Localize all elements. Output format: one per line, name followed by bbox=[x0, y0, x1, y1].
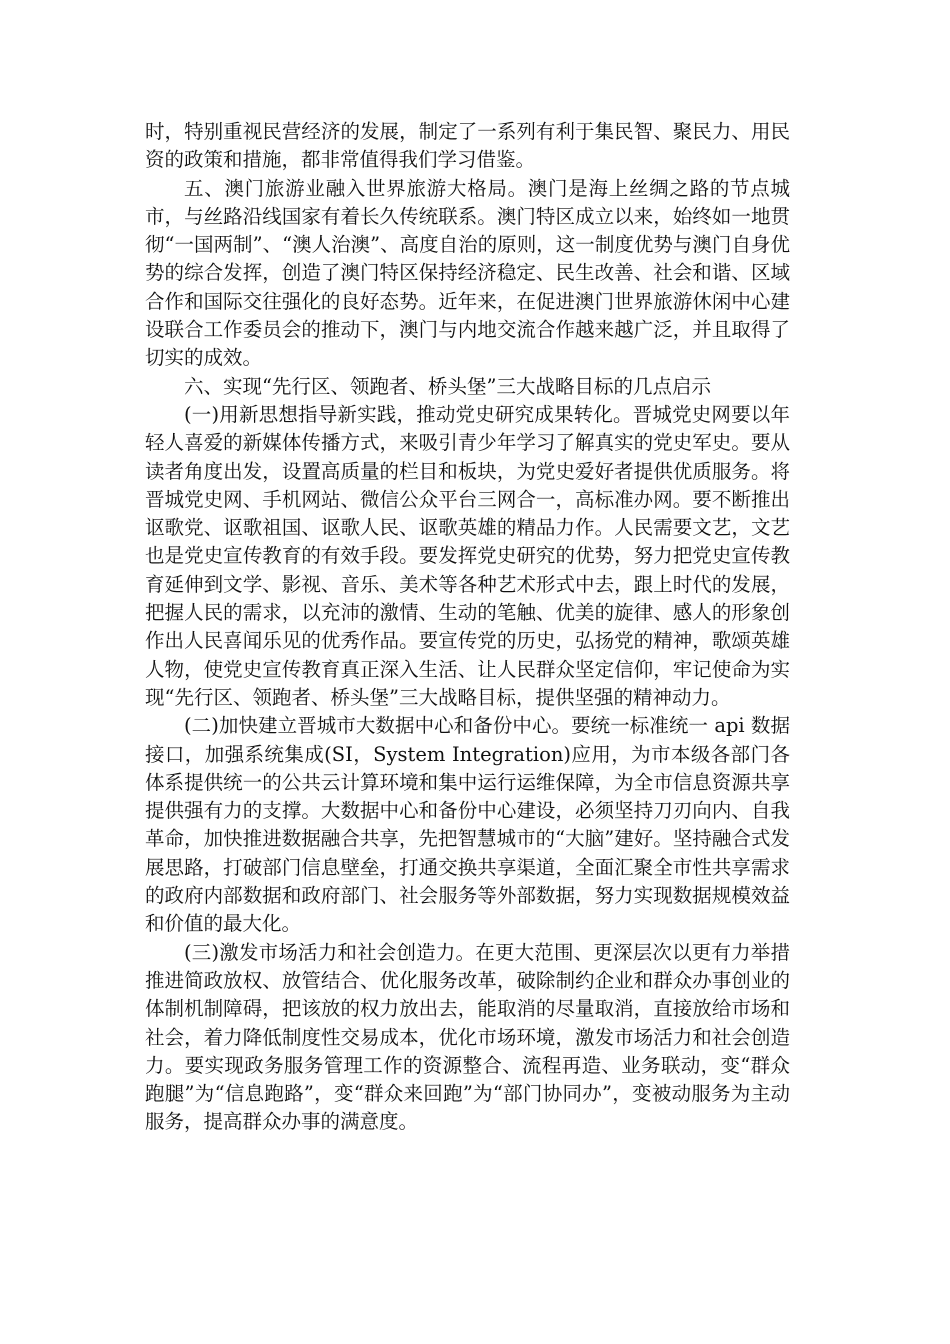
document-page bbox=[145, 118, 790, 1137]
paragraph-market-vitality: (三)激发市场活力和社会创造力。在更大范围、更深层次以更有力举措推进简政放权、放管结合、优化服务改革，破除制约企业和群众办事创业的体制机制障碍，把该放的权力放出去，能取消的尽量取消，直接放给市场和社会，着力降低制度性交易成本，优化市场环境，激发市场活力和社会创造力。要实现政务服务管理工作的资源整合、流程再造、业务联动，变“群众跑腿”为“信息跑路”，变“群众来回跑”为“部门协同办”，变被动服务为主动服务，提高群众办事的满意度。 bbox=[145, 940, 790, 1134]
section-heading-six: 六、实现“先行区、领跑者、桥头堡”三大战略目标的几点启示 bbox=[184, 374, 711, 398]
paragraph-party-history: (一)用新思想指导新实践，推动党史研究成果转化。晋城党史网要以年轻人喜爱的新媒体传播方式，来吸引青少年学习了解真实的党史军史。要从读者角度出发，设置高质量的栏目和板块，为党史爱好者提供优质服务。将晋城党史网、手机网站、微信公众平台三网合一，高标准办网。要不断推出讴歌党、讴歌祖国、讴歌人民、讴歌英雄的精品力作。人民需要文艺，文艺也是党史宣传教育的有效手段。要发挥党史研究的优势，努力把党史宣传教育延伸到文学、影视、音乐、美术等各种艺术形式中去，跟上时代的发展，把握人民的需求，以充沛的激情、生动的笔触、优美的旋律、感人的形象创作出人民喜闻乐见的优秀作品。要宣传党的历史，弘扬党的精神，歌颂英雄人物，使党史宣传教育真正深入生活、让人民群众坚定信仰，牢记使命为实现“先行区、领跑者、桥头堡”三大战略目标，提供坚强的精神动力。 bbox=[145, 402, 790, 709]
paragraph-big-data-center: (二)加快建立晋城市大数据中心和备份中心。要统一标准统一 api 数据接口，加强系统集成(SI，System Integration)应用，为市本级各部门各体系提供统一的公共云计算环境和集中运行运维保障，为全市信息资源共享提供强有力的支撑。大数据中心和备份中心建设，必须坚持刀刃向内、自我革命，加快推进数据融合共享，先把智慧城市的“大脑”建好。坚持融合式发展思路，打破部门信息壁垒，打通交换共享渠道，全面汇聚全市性共享需求的政府内部数据和政府部门、社会服务等外部数据，努力实现数据规模效益和价值的最大化。 bbox=[145, 714, 790, 936]
paragraph-macau-tourism: 五、澳门旅游业融入世界旅游大格局。澳门是海上丝绸之路的节点城市，与丝路沿线国家有着长久传统联系。澳门特区成立以来，始终如一地贯彻“一国两制”、“澳人治澳”、高度自治的原则，这一制度优势与澳门自身优势的综合发挥，创造了澳门特区保持经济稳定、民生改善、社会和谐、区域合作和国际交往强化的良好态势。近年来，在促进澳门世界旅游休闲中心建设联合工作委员会的推动下，澳门与内地交流合作越来越广泛，并且取得了切实的成效。 bbox=[145, 176, 790, 370]
paragraph-continuation: 时，特别重视民营经济的发展，制定了一系列有利于集民智、聚民力、用民资的政策和措施，都非常值得我们学习借鉴。 bbox=[145, 120, 790, 172]
